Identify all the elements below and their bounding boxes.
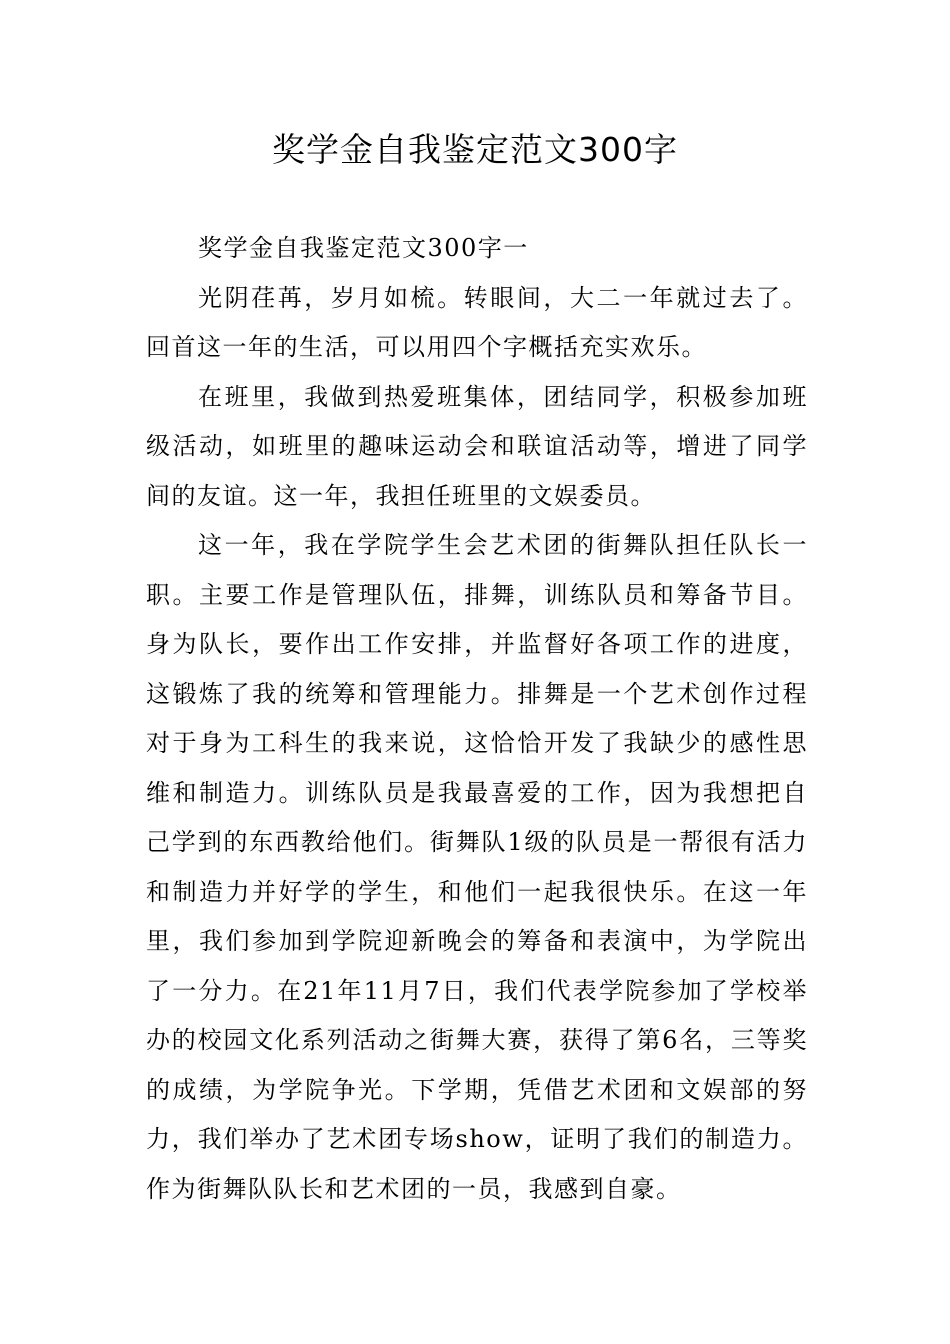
document-body: [146, 224, 808, 1214]
paragraph-class: 在班里，我做到热爱班集体，团结同学，积极参加班级活动，如班里的趣味运动会和联谊活动等，增进了同学间的友谊。这一年，我担任班里的文娱委员。: [146, 382, 808, 510]
paragraph-dance-team: 这一年，我在学院学生会艺术团的街舞队担任队长一职。主要工作是管理队伍，排舞，训练队员和筹备节目。身为队长，要作出工作安排，并监督好各项工作的进度，这锻炼了我的统筹和管理能力。排舞是一个艺术创作过程对于身为工科生的我来说，这恰恰开发了我缺少的感性思维和制造力。训练队员是我最喜爱的工作，因为我想把自己学到的东西教给他们。街舞队1级的队员是一帮很有活力和制造力并好学的学生，和他们一起我很快乐。在这一年里，我们参加到学院迎新晚会的筹备和表演中，为学院出了一分力。在21年11月7日，我们代表学院参加了学校举办的校园文化系列活动之街舞大赛，获得了第6名，三等奖的成绩，为学院争光。下学期，凭借艺术团和文娱部的努力，我们举办了艺术团专场show，证明了我们的制造力。作为街舞队队长和艺术团的一员，我感到自豪。: [146, 531, 808, 1203]
document-title: 奖学金自我鉴定范文300字: [272, 130, 678, 169]
paragraph-intro: 光阴荏苒，岁月如梳。转眼间，大二一年就过去了。回首这一年的生活，可以用四个字概括充实欢乐。: [146, 283, 808, 361]
section-heading: 奖学金自我鉴定范文300字一: [198, 234, 529, 262]
